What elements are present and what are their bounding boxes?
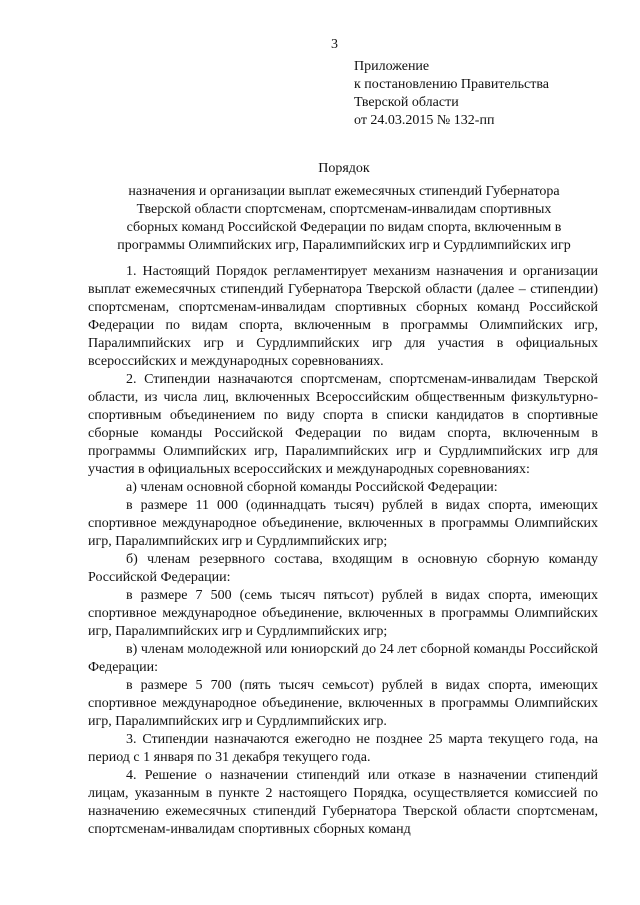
- paragraph-1: 1. Настоящий Порядок регламентирует механизм назначения и организации выплат ежемесячных стипендий Губернатора Тверской области (далее – стипендии) спортсменам, спортсменам-инвалидам спортивных сборных команд Российской Федерации по видам спорта, включенным в программы Олимпийских игр, Паралимпийских игр и Сурдлимпийских игр для участия в официальных всероссийских и международных соревнованиях.: [88, 264, 598, 369]
- title-line: Тверской области спортсменам, спортсменам-инвалидам спортивных: [136, 202, 552, 217]
- subitem-b: б) членам резервного состава, входящим в основную сборную команду Российской Федерации:: [88, 552, 598, 585]
- appendix-label: Приложение: [354, 59, 430, 74]
- subitem-a: а) членам основной сборной команды Российской Федерации:: [126, 480, 498, 495]
- appendix-date-number: от 24.03.2015 № 132-пп: [354, 113, 495, 128]
- document-body: [88, 263, 598, 839]
- subitem-b-amount: в размере 7 500 (семь тысяч пятьсот) рублей в видах спорта, имеющих спортивное международное объединение, включенных в программы Олимпийских игр, Паралимпийских игр и Сурдлимпийских игр;: [88, 588, 598, 639]
- appendix-region: Тверской области: [354, 95, 459, 110]
- paragraph-2: 2. Стипендии назначаются спортсменам, спортсменам-инвалидам Тверской области, из числа лиц, включенных Всероссийским общественным физкультурно-спортивным объединением по виду спорта в списки кандидатов в спортивные сборные команды Российской Федерации по видам спорта, включенным в программы Олимпийских игр, Паралимпийских игр и Сурдлимпийских игр для участия в официальных всероссийских и международных соревнованиях:: [88, 372, 598, 477]
- paragraph-4: 4. Решение о назначении стипендий или отказе в назначении стипендий лицам, указанным в пункте 2 настоящего Порядка, осуществляется комиссией по назначению ежемесячных стипендий Губернатора Тверской области спортсменам, спортсменам-инвалидам спортивных сборных команд: [88, 768, 598, 837]
- subitem-c: в) членам молодежной или юниорский до 24 лет сборной команды Российской Федерации:: [88, 642, 598, 675]
- title-main: Порядок: [318, 161, 370, 176]
- subitem-a-amount: в размере 11 000 (одиннадцать тысяч) рублей в видах спорта, имеющих спортивное международное объединение, включенных в программы Олимпийских игр, Паралимпийских игр и Сурдлимпийских игр;: [88, 498, 598, 549]
- document-title: [88, 160, 600, 255]
- page-number: 3: [331, 37, 338, 52]
- title-line: сборных команд Российской Федерации по видам спорта, включенным в: [126, 220, 562, 235]
- paragraph-3: 3. Стипендии назначаются ежегодно не позднее 25 марта текущего года, на период с 1 января по 31 декабря текущего года.: [88, 732, 598, 765]
- appendix-header: [354, 58, 549, 130]
- subitem-c-amount: в размере 5 700 (пять тысяч семьсот) рублей в видах спорта, имеющих спортивное международное объединение, включенных в программы Олимпийских игр, Паралимпийских игр и Сурдлимпийских игр.: [88, 678, 598, 729]
- title-line: назначения и организации выплат ежемесячных стипендий Губернатора: [128, 184, 560, 199]
- appendix-reference: к постановлению Правительства: [354, 77, 550, 92]
- title-line: программы Олимпийских игр, Паралимпийских игр и Сурдлимпийских игр: [117, 238, 571, 253]
